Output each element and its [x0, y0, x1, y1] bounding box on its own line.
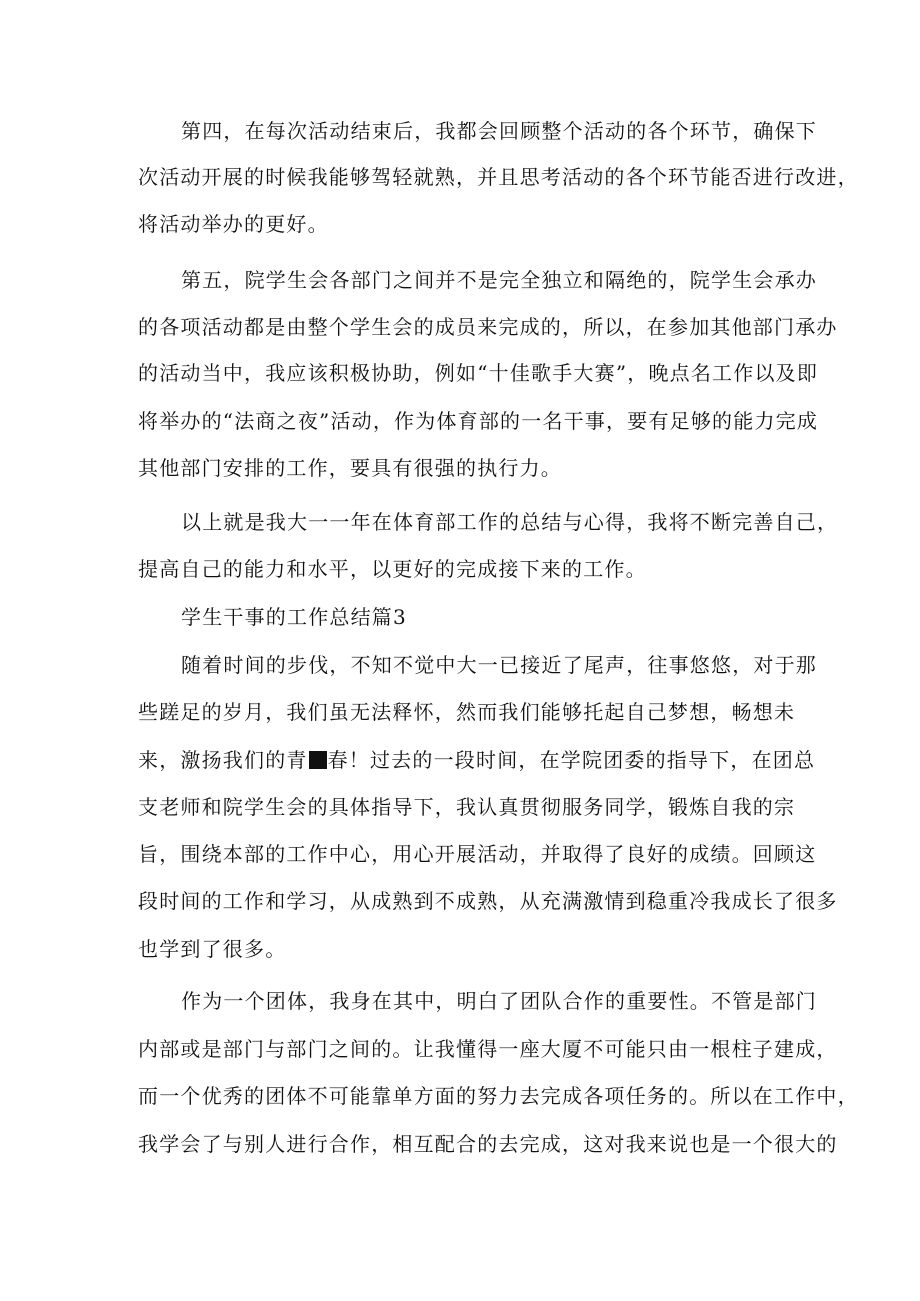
summary-line-2: 提高自己的能力和水平，以更好的完成接下来的工作。: [138, 557, 647, 581]
paragraph-7-line-3: 而一个优秀的团体不可能靠单方面的努力去完成各项任务的。所以在工作中，: [138, 1084, 859, 1108]
paragraph-5-line-3: 的活动当中，我应该积极协助，例如“十佳歌手大赛”，晚点名工作以及即: [138, 361, 819, 385]
paragraph-4-line-2: 次活动开展的时候我能够驾轻就熟，并且思考活动的各个环节能否进行改进，: [138, 165, 859, 189]
paragraph-6-line-1: 随着时间的步伐，不知不觉中大一已接近了尾声，往事悠悠，对于那: [181, 653, 817, 677]
section-heading: 学生干事的工作总结篇3: [181, 605, 407, 629]
summary-line-1: 以上就是我大一一年在体育部工作的总结与心得，我将不断完善自己，: [181, 510, 839, 534]
paragraph-6-line-3-part-1: 来，激扬我们的青: [138, 748, 308, 772]
paragraph-5-line-5: 其他部门安排的工作，要具有很强的执行力。: [138, 456, 562, 480]
paragraph-6-line-3-part-2: 春！过去的一段时间，在学院团委的指导下，在团总: [327, 748, 816, 772]
paragraph-5-line-4: 将举办的“法商之夜”活动，作为体育部的一名干事，要有足够的能力完成: [138, 409, 819, 433]
redaction-mark: [309, 751, 327, 769]
paragraph-6-line-3: [138, 748, 816, 772]
paragraph-7-line-4: 我学会了与别人进行合作，相互配合的去完成，这对我来说也是一个很大的: [138, 1132, 838, 1156]
paragraph-6-line-5: 旨，围绕本部的工作中心，用心开展活动，并取得了良好的成绩。回顾这: [138, 842, 817, 866]
paragraph-6-line-4: 支老师和院学生会的具体指导下，我认真贯彻服务同学，锻炼自我的宗: [138, 795, 796, 819]
paragraph-6-line-6: 段时间的工作和学习，从成熟到不成熟，从充满激情到稳重冷我成长了很多: [138, 889, 838, 913]
paragraph-5-line-2: 的各项活动都是由整个学生会的成员来完成的，所以，在参加其他部门承办: [138, 315, 838, 339]
paragraph-4-line-3: 将活动举办的更好。: [138, 212, 329, 236]
paragraph-6-line-7: 也学到了很多。: [138, 937, 287, 961]
paragraph-7-line-2: 内部或是部门与部门之间的。让我懂得一座大厦不可能只由一根柱子建成，: [138, 1037, 838, 1061]
paragraph-4-line-1: 第四，在每次活动结束后，我都会回顾整个活动的各个环节，确保下: [181, 119, 817, 143]
paragraph-5-line-1: 第五，院学生会各部门之间并不是完全独立和隔绝的，院学生会承办: [181, 268, 817, 292]
paragraph-6-line-2: 些蹉足的岁月，我们虽无法释怀，然而我们能够托起自己梦想，畅想未: [138, 700, 796, 724]
paragraph-7-line-1: 作为一个团体，我身在其中，明白了团队合作的重要性。不管是部门: [181, 989, 817, 1013]
